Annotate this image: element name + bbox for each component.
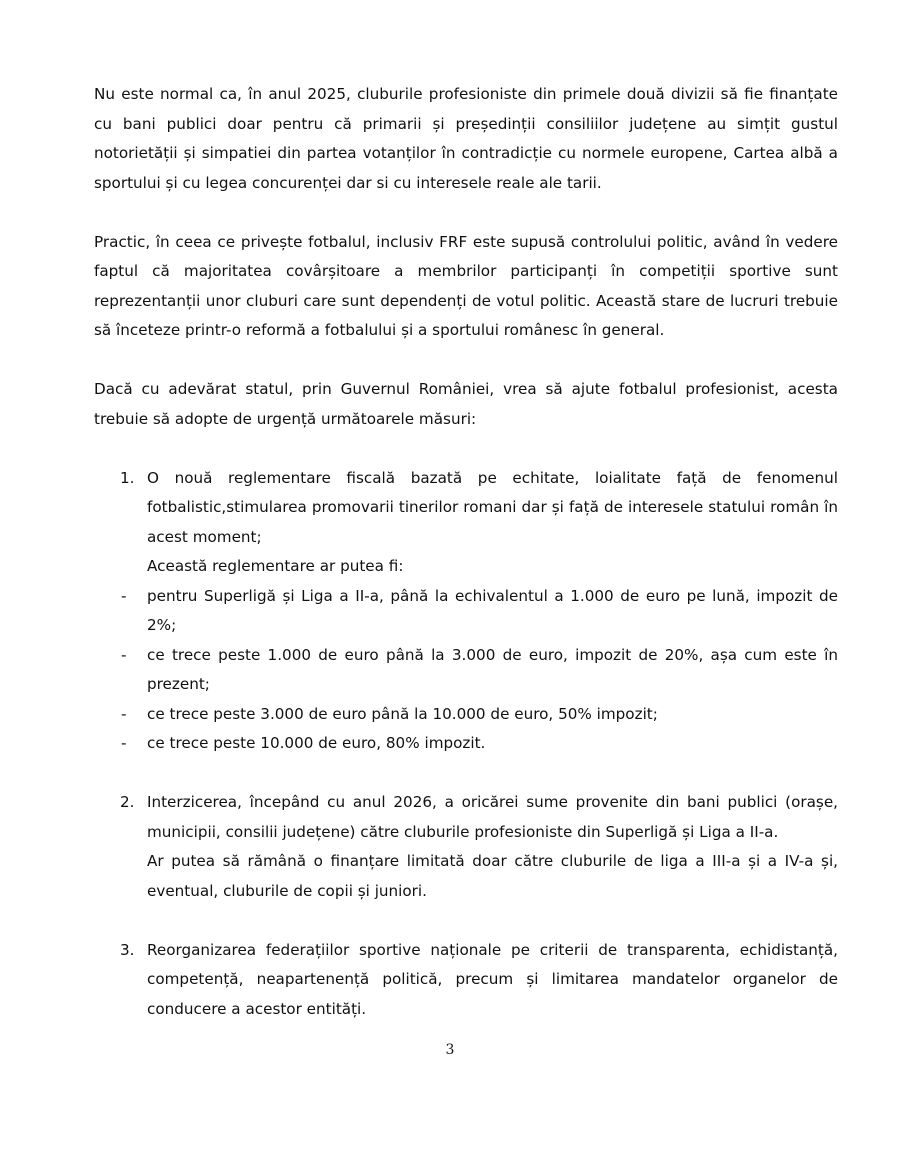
- paragraph-intro: Nu este normal ca, în anul 2025, cluburile profesioniste din primele două divizii să fie finanțate cu bani publici doar pentru că primarii și președinții consiliilor județene au simțit gustul notorietății și simpatiei din partea votanților în contradicție cu normele europene, Cartea albă a sportului și cu legea concurenței dar si cu interesele reale ale tarii.: [94, 85, 838, 192]
- bullet-marker: -: [121, 586, 127, 605]
- list-number: 1.: [120, 468, 135, 487]
- list-item-text: Reorganizarea federațiilor sportive naționale pe criterii de transparenta, echidistanță, competență, neapartenență politică, precum și limitarea mandatelor organelor de conducere a acestor entități.: [147, 940, 838, 1018]
- page-number: 3: [445, 1042, 455, 1058]
- list-item-text: Interzicerea, începând cu anul 2026, a oricărei sume provenite din bani publici (orașe, municipii, consilii județene) către cluburile profesioniste din Superligă și Liga a II-a.: [147, 793, 838, 841]
- bullet-item: [121, 700, 838, 730]
- list-item-1: [94, 464, 838, 759]
- bullet-text: ce trece peste 10.000 de euro, 80% impozit.: [147, 734, 486, 752]
- bullet-marker: -: [121, 734, 127, 752]
- paragraph-measures-intro: Dacă cu adevărat statul, prin Guvernul României, vrea să ajute fotbalul profesionist, acesta trebuie să adopte de urgență următoarele măsuri:: [94, 380, 838, 428]
- bullet-text: ce trece peste 1.000 de euro până la 3.000 de euro, impozit de 20%, așa cum este în prezent;: [147, 645, 838, 693]
- bullet-item: [121, 729, 838, 759]
- bullet-text: ce trece peste 3.000 de euro până la 10.000 de euro, 50% impozit;: [147, 704, 658, 723]
- list-number: 3.: [120, 940, 135, 959]
- list-item-2: [94, 788, 838, 906]
- list-number: 2.: [120, 793, 135, 811]
- bullet-marker: -: [121, 645, 127, 664]
- bullet-item: [121, 582, 838, 641]
- list-item-3: [94, 936, 838, 1025]
- document-body: [94, 80, 838, 1024]
- paragraph-practic: Practic, în ceea ce privește fotbalul, inclusiv FRF este supusă controlului politic, având în vedere faptul că majoritatea covârșitoare a membrilor participanți în competiții sportive sunt reprezentanții unor cluburi care sunt dependenți de votul politic. Această stare de lucruri trebuie să înceteze printr-o reformă a fotbalului și a sportului românesc în general.: [94, 232, 838, 339]
- list-item-note: Ar putea să rămână o finanțare limitată doar către cluburile de liga a III-a și a IV-a și, eventual, cluburile de copii și juniori.: [147, 852, 838, 900]
- bullet-marker: -: [121, 704, 127, 723]
- bullet-text: pentru Superligă și Liga a II-a, până la echivalentul a 1.000 de euro pe lună, impozit de 2%;: [147, 586, 838, 634]
- bullet-item: [121, 641, 838, 700]
- list-item-text: O nouă reglementare fiscală bazată pe echitate, loialitate față de fenomenul fotbalistic,stimularea promovarii tinerilor romani dar și față de interesele statului român în acest moment;: [147, 468, 838, 546]
- list-item-note: Această reglementare ar putea fi:: [147, 557, 404, 575]
